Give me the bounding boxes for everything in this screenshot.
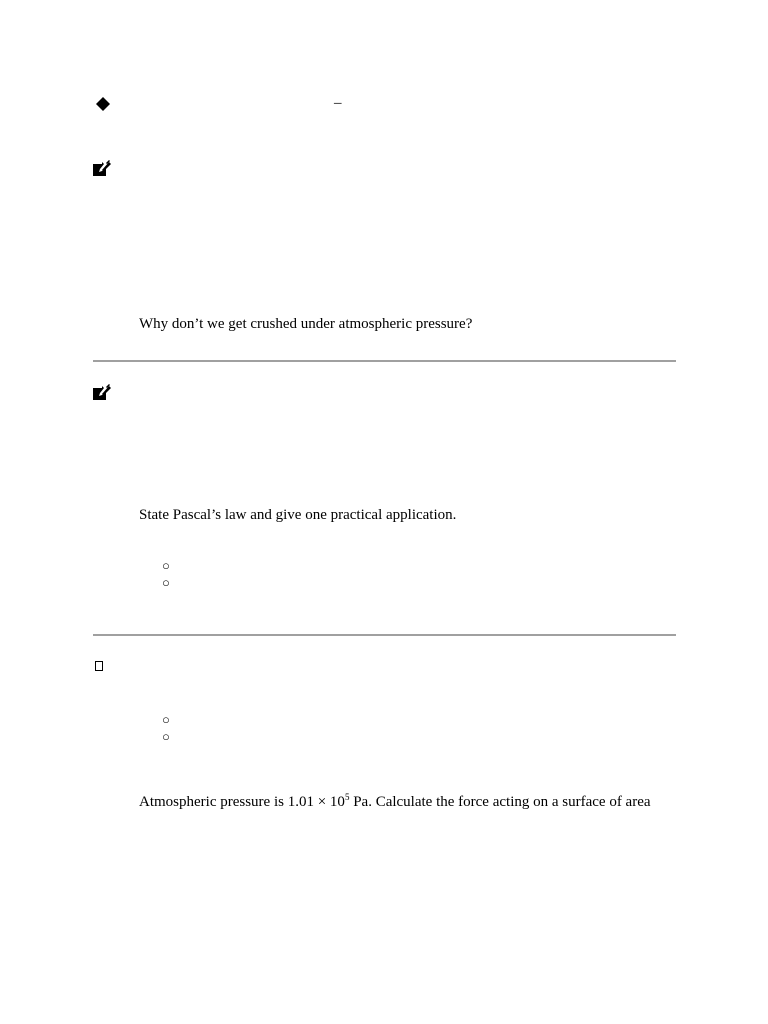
circle-bullet: ○ (162, 575, 170, 590)
edit-note-icon (92, 160, 112, 178)
question-text-continued: Pa. Calculate the force acting on a surface of area (349, 794, 651, 810)
dash-mark: – (334, 95, 342, 111)
question-atmospheric-crush: Why don’t we get crushed under atmospheric pressure? (139, 316, 473, 332)
bullet-list (162, 711, 170, 745)
edit-note-icon (92, 384, 112, 402)
missing-glyph-icon (95, 661, 103, 671)
circle-bullet: ○ (162, 712, 170, 727)
bullet-list (162, 557, 170, 591)
horizontal-divider (93, 360, 676, 362)
circle-bullet: ○ (162, 558, 170, 573)
question-text: Atmospheric pressure is 1.01 × 10 (139, 794, 345, 810)
diamond-icon (96, 97, 110, 111)
question-pascals-law: State Pascal’s law and give one practical application. (139, 507, 457, 523)
circle-bullet: ○ (162, 729, 170, 744)
question-atmospheric-force (139, 793, 651, 811)
exponent: 5 (344, 792, 350, 802)
horizontal-divider (93, 634, 676, 636)
